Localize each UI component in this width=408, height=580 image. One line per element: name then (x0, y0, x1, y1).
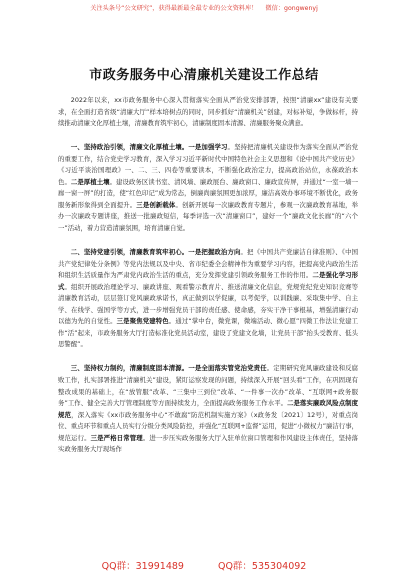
paragraph-text: 。把《中国共产党廉洁自律准则》、《中国共产党纪律处分条例》等党内法规以及中央、省市纪委全会精神作为重要学习内容，把提高党内政治生活和组织生活质量作为严肃党内政治生活的重点，充分发挥党建引领政务服务工作的作用。 (58, 248, 358, 280)
paragraph-heading-text: 一是全面落实管党治党责任 (188, 364, 267, 373)
paragraph-text: 。坚持把清廉机关建设作为落实全面从严治党的重要工作，结合党史学习教育，深入学习习近平新时代中国特色社会主义思想和《论中国共产党历史》《习近平谈治国理政》一、二、三、四卷等重要读本，不断强化政治定力，提高政治站位，永葆政治本色。 (58, 143, 359, 186)
promo-banner (0, 4, 408, 13)
paragraph-heading-text: 二是落实廉政风险点制度规范 (58, 399, 358, 419)
paragraph-heading-text: 二是强化学习形式 (58, 271, 359, 291)
promo-banner-text: 关注头条号“公文研究”，获得最新最全最专业的公文资料库！ (90, 5, 258, 12)
body-paragraph (58, 247, 358, 351)
paragraph-text: 。创新开展每一次廉政教育专题片，参观一次廉政教育基地，举办一次廉政专题讲座，推送一批廉政短信，每季评选一次“清廉窗口”，建好一个“廉政文化长廊”的“六个一”活动，着力营造清廉氛围，培育清廉自觉。 (58, 200, 359, 232)
paragraph-heading-text: 三、坚持权力制约，清廉制度固本清源。 (70, 364, 189, 373)
paragraph-heading-text: 二是厚植土壤 (70, 177, 110, 186)
body-paragraph (58, 142, 358, 234)
document-body (58, 95, 358, 458)
paragraph-heading-text: 三是聚焦党建特色 (116, 317, 169, 326)
paragraph-heading-text: 三是严格日常管理 (90, 433, 143, 442)
document-title: 市政务服务中心清廉机关建设工作总结 (89, 68, 319, 83)
paragraph-gap (58, 353, 358, 363)
paragraph-text: 2022年以来，xx市政务服务中心深入贯彻落实全面从严治党安排部署，按照“清廉xx”建设有关要求，在全面打造省级“清廉大厅”样本培树点的同时，同步抓好“清廉机关”创建，对标补短，争做标杆，持续推动清廉文化厚植土壤，清廉教育筑牢初心，清廉制度固本清源、清廉服务聚众满意。 (58, 96, 358, 128)
paragraph-text: ，深入落实《xx市政务服务中心“不敢腐”防范机制实施方案》（x政务发〔2021〕12号），对重点岗位、重点环节和重点人员实行分级分类风险防控，并强化“互联网+监督”运用，促进“小微权力”廉洁行事，规范运行。 (58, 410, 358, 442)
promo-banner-wechat: 微信：gongwenyj (265, 5, 318, 12)
paragraph-heading-text: 一、坚持政治引领，清廉文化厚植土壤。 (70, 143, 189, 152)
paragraph-text: 。通过“掌中台，微党课，微端活动、微心愿”四微工作法让党建工作“活”起来，市政务服务大厅打造标准化党员活动室，建设了党建文化墙，让党员干部“抬头受教育、低头思警醒”。 (58, 317, 359, 349)
paragraph-text: 。建设政务区读书室、清风墙、廉政展台、廉政窗口、廉政宣传屏，并通过“一室一墙一廊一窗一屏”的打造，使“红色印记”成为常态，倒廉尚廉氛围更加浓厚，廉洁高效办事环境不断优化，政务服务新形象得到全面提升。 (58, 177, 359, 209)
paragraph-gap (58, 237, 358, 247)
body-paragraph (58, 95, 358, 130)
paragraph-text: 。组织开展政治理论学习、廉政讲座、观看警示教育片、推送清廉文化信息，党规党纪党史知识竞赛等清廉教育活动，层层签订党风廉政承诺书，真正做到以学促廉，以考促学，以训践廉、采取集中学、自主学、在线学、强国学等方式，进一步增强党员干部的责任感、使命感，夯实干净干事根基，增强清廉行动以德为先的自觉性。 (58, 282, 359, 326)
paragraph-gap (58, 132, 358, 142)
paragraph-text: 。进一步压实政务服务大厅入驻单位窗口管理和作风建设主体责任，坚持落实政务服务大厅现场作 (58, 433, 359, 454)
paragraph-heading-text: 一是把握政治方向 (188, 248, 241, 257)
paragraph-heading-text: 三是创新载体 (136, 200, 176, 209)
paragraph-heading-text: 一是加强学习 (188, 143, 228, 152)
paragraph-text: 。定期研究党风廉政建设和反腐败工作，扎实部署推进“清廉机关”建设，紧盯运察发现的问题，持续深入开展“回头看”工作，在巩固现有整改成果的基础上，在“放管服”改革、“三集中三到位”改革、“一件事一次办”改革、“互联网+政务服务”工作、健全完善大厅管理制度等方面持续发力，全面提高政务服务工作水平。 (58, 364, 359, 408)
footer-contact (0, 558, 408, 572)
footer-qq-group-2: QQ群：535304092 (217, 561, 307, 572)
footer-qq-group-1: QQ群：31991489 (101, 561, 184, 572)
paragraph-heading-text: 二、坚持党建引领，清廉教育筑牢初心。 (70, 248, 189, 257)
body-paragraph (58, 363, 358, 455)
